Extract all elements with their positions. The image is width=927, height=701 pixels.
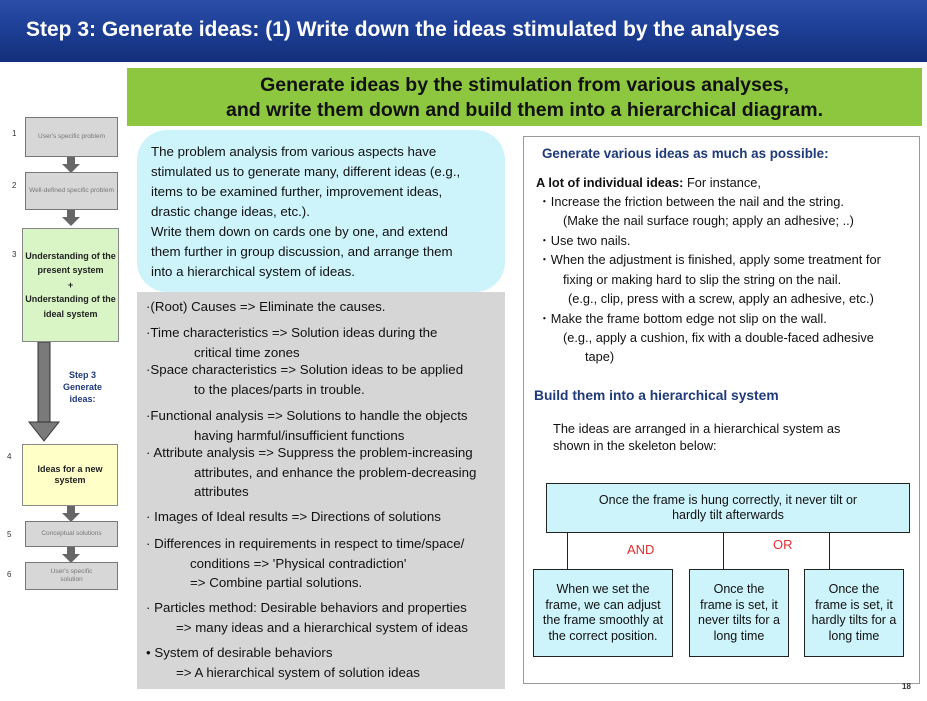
flow-step-3-label-a: Understanding of the present system <box>25 251 116 276</box>
green-banner <box>127 68 922 126</box>
intro-line: drastic change ideas, etc.). <box>151 204 310 219</box>
step-number: 5 <box>7 530 12 539</box>
method-line: ·Functional analysis => Solutions to handle the objects <box>146 408 468 423</box>
hierarchy-desc-1: The ideas are arranged in a hierarchical system as <box>553 421 841 436</box>
step-number: 3 <box>12 250 17 259</box>
step3-generate-label: Step 3 Generate ideas: <box>62 370 103 404</box>
method-item-ideal <box>146 507 441 527</box>
banner-line-2: and write them down and build them into a hierarchical diagram. <box>225 99 823 121</box>
method-item-root-causes <box>146 297 385 317</box>
intro-line: items to be examined further, improvement ideas, <box>151 184 443 199</box>
step-number: 1 <box>12 129 17 138</box>
method-line: ·(Root) Causes => Eliminate the causes. <box>146 299 386 314</box>
flow-step-6: User's specific solution <box>25 562 118 590</box>
connector-line <box>567 533 568 569</box>
method-line: having harmful/insufficient functions <box>194 427 405 443</box>
down-arrow-icon <box>62 547 80 563</box>
flow-step-1: User's specific problem <box>25 117 118 157</box>
intro-line: Write them down on cards one by one, and extend <box>151 224 448 239</box>
method-item-system <box>146 643 420 682</box>
method-line: attributes, and enhance the problem-decreasing <box>194 464 477 480</box>
flow-step-2: Well-defined specific problem <box>25 172 118 210</box>
idea-line: ・Increase the friction between the nail and the string. <box>538 194 844 209</box>
idea-line: tape) <box>585 349 615 364</box>
idea-line: (e.g., apply a cushion, fix with a double-faced adhesive <box>563 330 874 345</box>
or-label: OR <box>773 537 793 552</box>
down-arrow-icon <box>62 157 80 173</box>
method-line: ·Space characteristics => Solution ideas to be applied <box>146 362 464 377</box>
method-line: • System of desirable behaviors <box>146 645 333 660</box>
method-line: · Differences in requirements in respect to time/space/ <box>146 536 465 551</box>
intro-text <box>151 142 496 282</box>
step-number: 4 <box>7 452 12 461</box>
and-label: AND <box>627 542 655 557</box>
slide-title: Step 3: Generate ideas: (1) Write down the ideas stimulated by the analyses <box>26 18 780 41</box>
right-lead <box>536 173 761 193</box>
diagram-child-hardly-tilts: Once the frame is set, it hardly tilts for a long time <box>804 569 904 657</box>
intro-line: stimulated us to generate many, different ideas (e.g., <box>151 164 461 179</box>
idea-line: ・Use two nails. <box>538 233 631 248</box>
step-number: 2 <box>12 181 17 190</box>
method-line: attributes <box>194 484 249 499</box>
idea-line: fixing or making hard to slip the string on the nail. <box>563 272 842 287</box>
method-line: ·Time characteristics => Solution ideas during the <box>146 325 438 340</box>
flow-step-3-label-b: Understanding of the ideal system <box>25 294 116 319</box>
hierarchy-desc-2: shown in the skeleton below: <box>553 438 717 453</box>
idea-line: (e.g., clip, press with a screw, apply an adhesive, etc.) <box>568 291 874 306</box>
idea-line: ・Make the frame bottom edge not slip on the wall. <box>538 311 827 326</box>
banner-line-1: Generate ideas by the stimulation from various analyses, <box>260 74 789 96</box>
idea-line: (Make the nail surface rough; apply an adhesive; ..) <box>563 213 854 228</box>
right-heading-generate: Generate various ideas as much as possible: <box>542 146 829 161</box>
connector-line <box>723 533 724 569</box>
method-line: conditions => 'Physical contradiction' <box>190 555 407 571</box>
method-line: => A hierarchical system of solution ideas <box>176 664 420 680</box>
method-line: => many ideas and a hierarchical system of ideas <box>176 619 468 635</box>
method-line: · Images of Ideal results => Directions of solutions <box>146 509 441 524</box>
diagram-child-never-tilts: Once the frame is set, it never tilts for a long time <box>689 569 789 657</box>
down-arrow-icon <box>62 506 80 522</box>
method-item-differences <box>146 534 464 593</box>
intro-line: The problem analysis from various aspects have <box>151 144 437 159</box>
method-line: critical time zones <box>194 344 300 360</box>
flow-step-4: Ideas for a new system <box>22 444 118 506</box>
intro-line: them further in group discussion, and arrange them <box>151 244 453 259</box>
diagram-child-adjust: When we set the frame, we can adjust the frame smoothly at the correct position. <box>533 569 673 657</box>
method-item-time <box>146 323 437 362</box>
flow-step-5: Conceptual solutions <box>25 521 118 547</box>
right-lead-rest: For instance, <box>683 175 761 190</box>
idea-line: ・When the adjustment is finished, apply some treatment for <box>538 252 881 267</box>
connector-line <box>829 533 830 569</box>
flow-step-3-plus: + <box>67 279 74 290</box>
method-line: · Attribute analysis => Suppress the problem-increasing <box>146 445 473 460</box>
page-number: 18 <box>902 682 911 691</box>
method-item-particles <box>146 598 468 637</box>
method-line: to the places/parts in trouble. <box>194 381 365 397</box>
method-item-attribute <box>146 443 476 502</box>
method-item-functional <box>146 406 468 445</box>
diagram-top-goal: Once the frame is hung correctly, it never tilt or hardly tilt afterwards <box>546 483 910 533</box>
method-line: · Particles method: Desirable behaviors and properties <box>146 600 467 615</box>
method-item-space <box>146 360 463 399</box>
right-lead-bold: A lot of individual ideas: <box>536 175 684 190</box>
flow-step-3 <box>22 228 119 342</box>
step-number: 6 <box>7 570 12 579</box>
down-arrow-icon <box>62 210 80 226</box>
intro-line: into a hierarchical system of ideas. <box>151 264 355 279</box>
right-heading-hierarchy: Build them into a hierarchical system <box>534 388 779 403</box>
method-line: => Combine partial solutions. <box>190 575 363 590</box>
